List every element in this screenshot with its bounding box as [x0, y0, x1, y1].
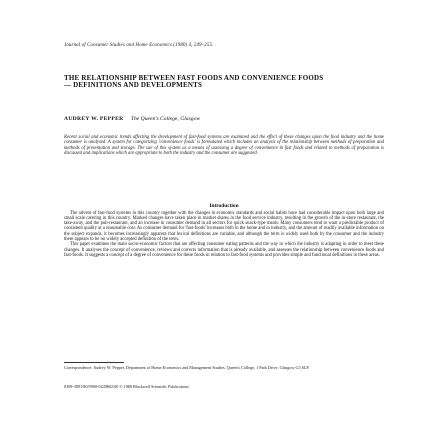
author-affiliation: The Queen's College, Glasgow	[130, 116, 201, 122]
body-text	[64, 211, 384, 258]
article-title: THE RELATIONSHIP BETWEEN FAST FOODS AND CONVENIENCE FOODS— DEFINITIONS AND DEVELOPMENTS	[64, 74, 324, 89]
body-paragraph: The advent of fast-food systems in this country together with the changes in economic standards and social habits have had considerable impact upon both large and small scale catering in this country. Marked changes have taken place in market shares in the food service industry, resulting in the growth of the in-store restaurant, the take-away, and the pub-restaurant, and an increase in consumer demand in all sectors for quick snack-type meals. Many consumers tend to want a predictable product of consistent quality at a reasonable cost. As consumer demand for 'fast-foods' increases both in the home and in industry, and the amount of readily available information on the subject expands, it becomes increasingly apparent that lexical definitions are variable, and although the term is widely used both by the consumer and the industry there appears to be no widely accepted definition of the term.	[64, 211, 384, 242]
body-paragraph: This paper examines the main socio-economic factors that are affecting consumer eating patterns and the way in which the industry is adapting in order to meet these changes. It analyses the concept of convenience, reviews and corrects information that is already available, and assesses the relationship between convenience foods and fast-foods. It suggests a concept of a degree of convenience for these foods in relation to fast-food systems and provides simple and functional definitions in these areas.	[64, 242, 384, 258]
author-name: AUDREY W. PEPPER	[64, 116, 124, 122]
copyright-line: 0309-3891/80/0900-0249$02.00 © 1980 Blackwell Scientific Publications	[64, 384, 189, 389]
abstract: Recent social and economic trends affecting the development of fast-food systems are examined and the effect of these changes upon the food industry and the home consumer is analysed. A system for categorizing 'convenience foods' is formulated which includes an analysis of the relationship between methods of preparation and methods of presentation and storage. The use of this system as a means of assessing a degree of convenience in fast foods and related to methods of preparation is discussed and implications which are appropriate to both the industry and the consumer are suggested.	[64, 135, 384, 156]
author-line	[64, 116, 384, 122]
correspondence-footnote: Correspondence: Audrey W. Pepper, Department of Home Economics and Management Studies, Queen's College, 1 Park Drive, Glasgow G3 6LP.	[64, 365, 310, 370]
footnote-divider	[64, 362, 124, 363]
section-heading-introduction: Introduction	[209, 203, 239, 209]
journal-header: Journal of Consumer Studies and Home Economics (1980) 4, 249–255.	[64, 43, 214, 48]
